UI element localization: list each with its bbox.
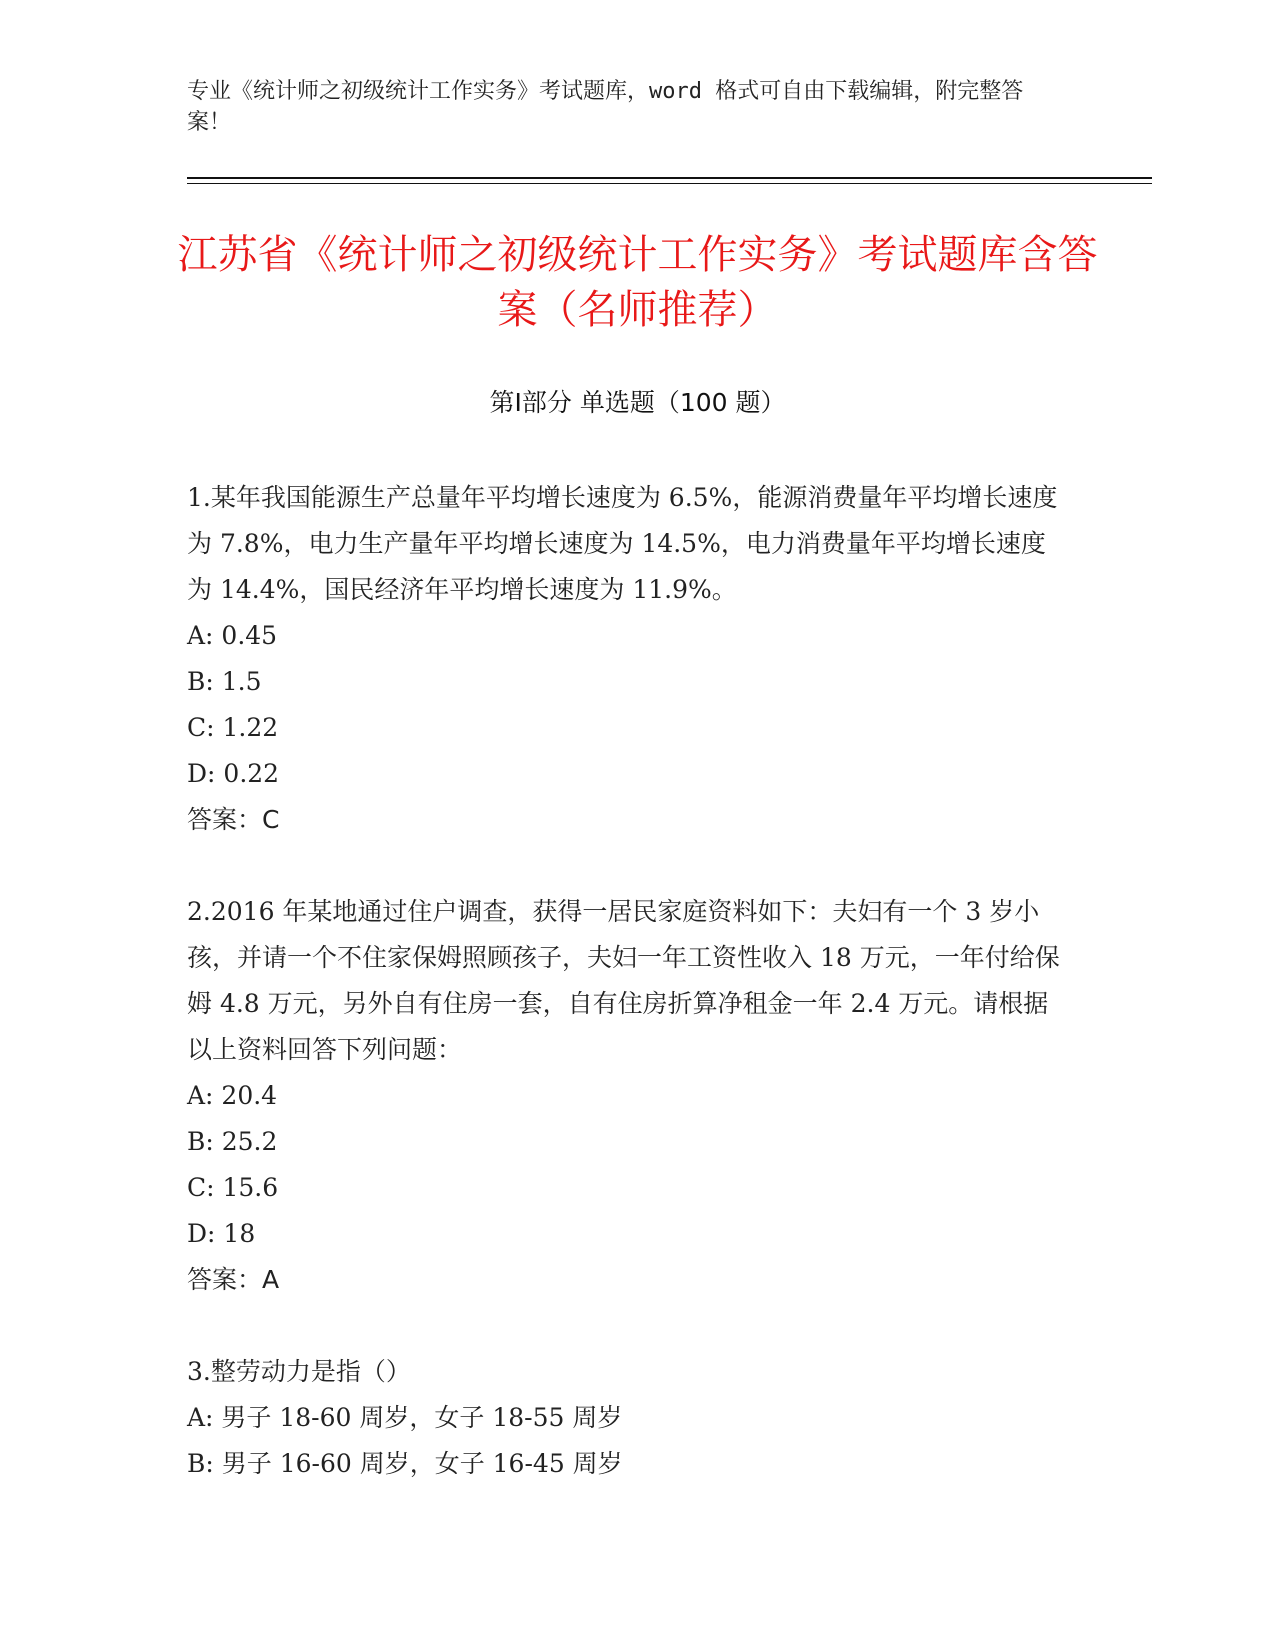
question-stem: 3.整劳动力是指（） — [187, 1357, 411, 1386]
option-d: D: 0.22 — [187, 759, 280, 788]
question-2 — [187, 889, 1067, 1303]
option-c: C: 1.22 — [187, 713, 279, 742]
option-a: A: 男子 18-60 周岁，女子 18-55 周岁 — [187, 1403, 623, 1432]
question-1 — [187, 475, 1067, 843]
option-d: D: 18 — [187, 1219, 256, 1248]
question-3 — [187, 1349, 1067, 1487]
option-b: B: 男子 16-60 周岁，女子 16-45 周岁 — [187, 1449, 623, 1478]
header-divider-thick — [187, 177, 1152, 179]
question-stem: 2.2016 年某地通过住户调查，获得一居民家庭资料如下：夫妇有一个 3 岁小孩，并请一个不住家保姆照顾孩子，夫妇一年工资性收入 18 万元，一年付给保姆 4.8 万元，另外自有住房一套，自有住房折算净租金一年 2.4 万元。请根据以上资料回答下列问题： — [187, 897, 1060, 1064]
header-divider-thin — [187, 183, 1152, 184]
header-note: 专业《统计师之初级统计工作实务》考试题库，word 格式可自由下载编辑，附完整答案！ — [187, 79, 1024, 135]
answer: 答案：A — [187, 1265, 280, 1294]
option-c: C: 15.6 — [187, 1173, 279, 1202]
option-b: B: 25.2 — [187, 1127, 278, 1156]
option-a: A: 0.45 — [187, 621, 278, 650]
question-list — [187, 475, 1067, 1533]
option-b: B: 1.5 — [187, 667, 262, 696]
question-stem: 1.某年我国能源生产总量年平均增长速度为 6.5%，能源消费量年平均增长速度为 7.8%，电力生产量年平均增长速度为 14.5%，电力消费量年平均增长速度为 14.4%，国民经济年平均增长速度为 11.9%。 — [187, 483, 1058, 604]
document-title: 江苏省《统计师之初级统计工作实务》考试题库含答案（名师推荐） — [177, 232, 1098, 333]
option-a: A: 20.4 — [187, 1081, 278, 1110]
answer: 答案：C — [187, 805, 280, 834]
section-heading: 第Ⅰ部分 单选题（100 题） — [489, 388, 786, 417]
